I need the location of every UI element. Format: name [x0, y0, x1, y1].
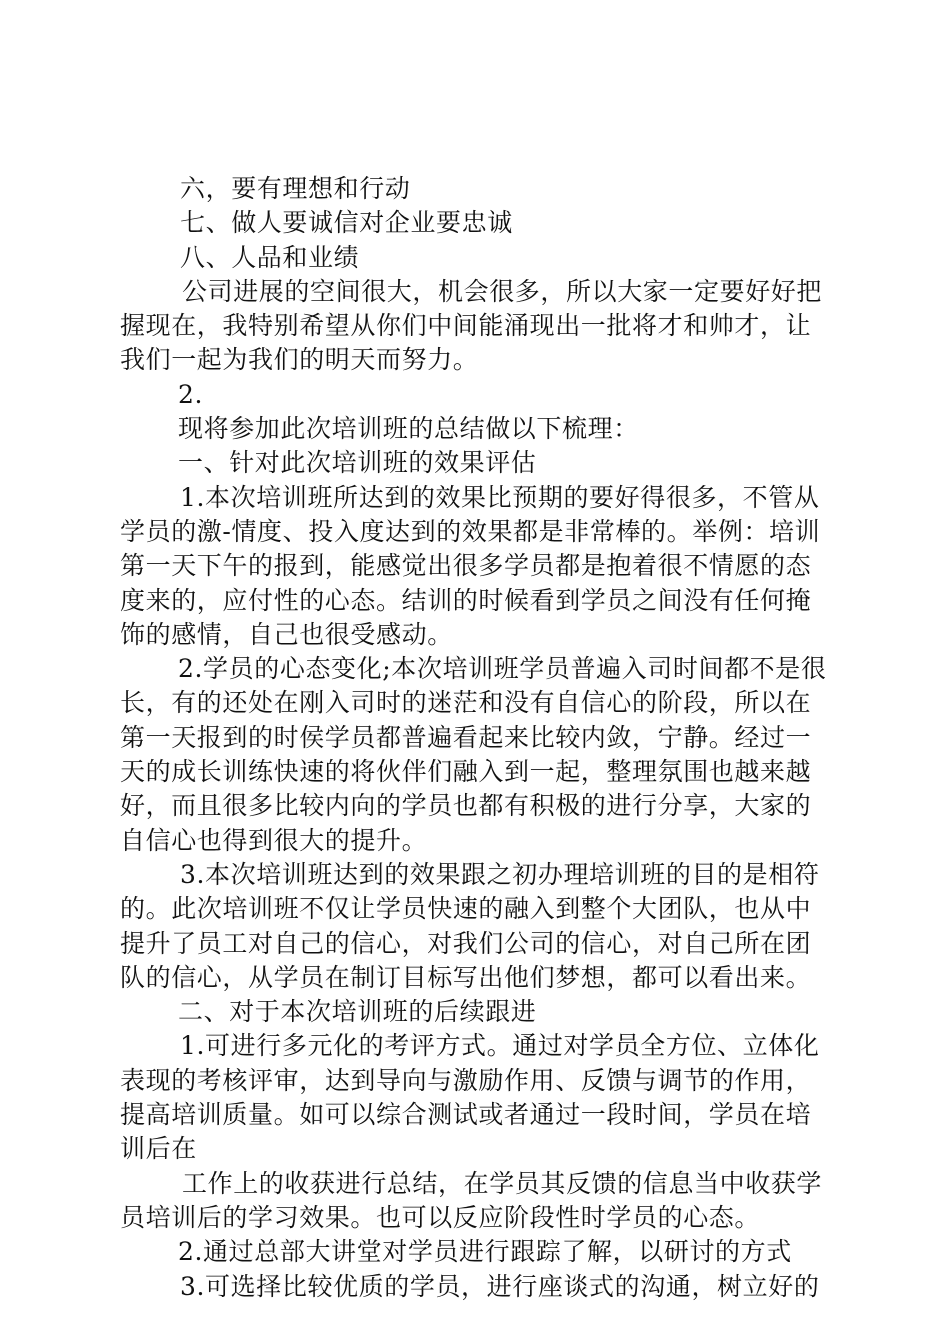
text-line: 现将参加此次培训班的总结做以下梳理：	[178, 414, 639, 444]
paragraph-line: 工作上的收获进行总结，在学员其反馈的信息当中收获学	[182, 1168, 823, 1198]
paragraph-line: 员培训后的学习效果。也可以反应阶段性时学员的心态。	[120, 1202, 761, 1232]
paragraph-line: 表现的考核评审，达到导向与激励作用、反馈与调节的作用，	[120, 1065, 812, 1095]
paragraph-line: 学员的激-情度、投入度达到的效果都是非常棒的。举例：培训	[120, 516, 821, 546]
paragraph-line: 2.通过总部大讲堂对学员进行跟踪了解，以研讨的方式	[178, 1237, 792, 1267]
paragraph-line: 饰的感情，自己也很受感动。	[120, 619, 453, 649]
paragraph-line: 1.本次培训班所达到的效果比预期的要好得很多，不管从	[180, 482, 820, 512]
text-line: 八、人品和业绩	[180, 242, 360, 272]
text-line: 七、做人要诚信对企业要忠诚	[180, 208, 513, 238]
paragraph-line: 长，有的还处在刚入司时的迷茫和没有自信心的阶段，所以在	[120, 688, 812, 718]
paragraph-line: 1.可进行多元化的考评方式。通过对学员全方位、立体化	[180, 1031, 820, 1061]
paragraph-line: 2.学员的心态变化;本次培训班学员普遍入司时间都不是很	[178, 654, 827, 684]
paragraph-line: 自信心也得到很大的提升。	[120, 825, 428, 855]
paragraph-line: 的。此次培训班不仅让学员快速的融入到整个大团队，也从中	[120, 894, 812, 924]
paragraph-line: 第一天下午的报到，能感觉出很多学员都是抱着很不情愿的态	[120, 551, 812, 581]
paragraph-line: 天的成长训练快速的将伙伴们融入到一起，整理氛围也越来越	[120, 757, 812, 787]
paragraph-line: 训后在	[120, 1134, 197, 1164]
paragraph-line: 好，而且很多比较内向的学员也都有积极的进行分享，大家的	[120, 791, 812, 821]
paragraph-line: 我们一起为我们的明天而努力。	[120, 345, 479, 375]
section-heading: 二、对于本次培训班的后续跟进	[178, 997, 537, 1027]
paragraph-line: 握现在，我特别希望从你们中间能涌现出一批将才和帅才，让	[120, 311, 812, 341]
section-heading: 一、针对此次培训班的效果评估	[178, 448, 537, 478]
paragraph-line: 度来的，应付性的心态。结训的时候看到学员之间没有任何掩	[120, 585, 812, 615]
paragraph-line: 提升了员工对自己的信心，对我们公司的信心，对自己所在团	[120, 928, 812, 958]
document-body	[120, 172, 832, 1304]
paragraph-line: 公司进展的空间很大，机会很多，所以大家一定要好好把	[182, 276, 823, 306]
paragraph-line: 3.本次培训班达到的效果跟之初办理培训班的目的是相符	[180, 859, 820, 889]
paragraph-line: 队的信心，从学员在制订目标写出他们梦想，都可以看出来。	[120, 962, 812, 992]
paragraph-line: 3.可选择比较优质的学员，进行座谈式的沟通，树立好的	[180, 1271, 820, 1301]
section-number: 2.	[178, 379, 204, 409]
text-line: 六，要有理想和行动	[180, 174, 411, 203]
paragraph-line: 提高培训质量。如可以综合测试或者通过一段时间，学员在培	[120, 1100, 812, 1130]
paragraph-line: 第一天报到的时侯学员都普遍看起来比较内敛，宁静。经过一	[120, 722, 812, 752]
